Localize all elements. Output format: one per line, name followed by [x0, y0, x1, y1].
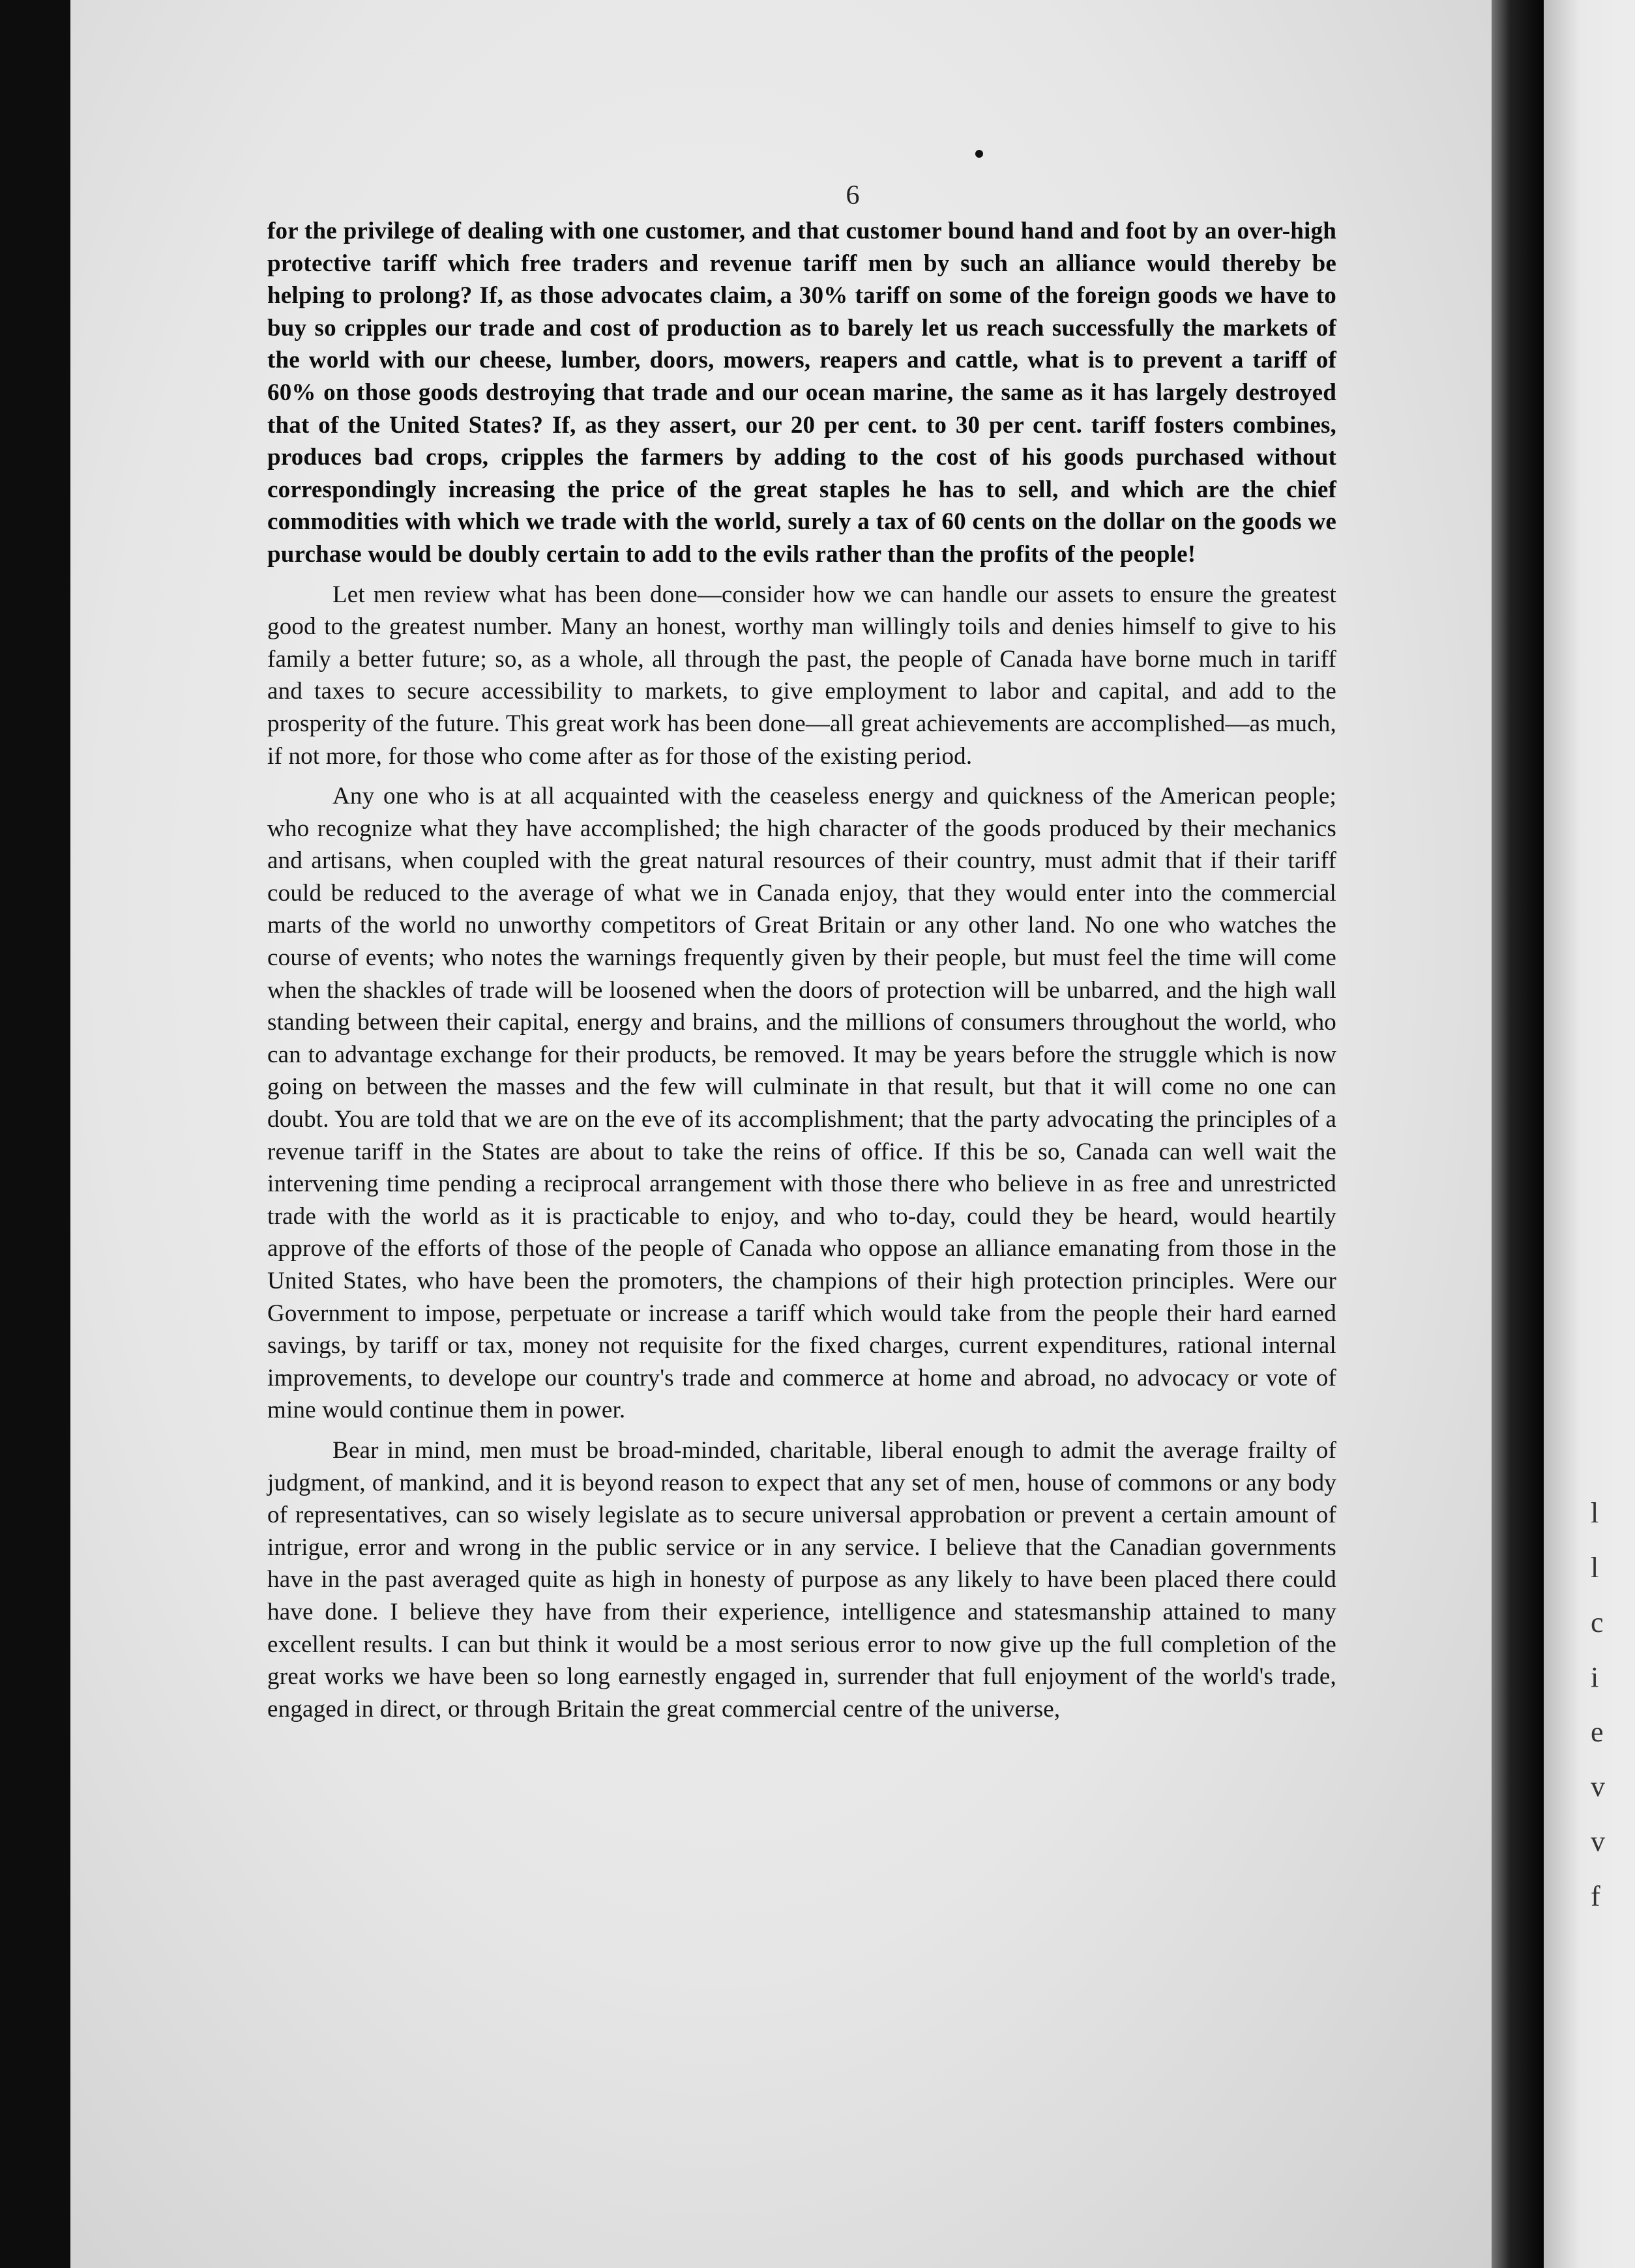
- page-body-text: [267, 215, 1336, 1733]
- ink-speck: [975, 150, 983, 158]
- facing-mark: v: [1591, 1825, 1605, 1857]
- facing-mark: e: [1591, 1716, 1604, 1748]
- scan-border-left: [0, 0, 70, 2268]
- facing-page-text-fragments: [1591, 1486, 1630, 1924]
- facing-mark: v: [1591, 1771, 1605, 1803]
- facing-mark: c: [1591, 1606, 1604, 1638]
- facing-page-edge: [1544, 0, 1635, 2268]
- paragraph-review-done: Let men review what has been done—consider how we can handle our assets to ensure the greatest good to the greatest number. Many an honest, worthy man willingly toils and denies himself to give to his family a better future; so, as a whole, all through the past, the people of Canada have borne much in tariff and taxes to secure accessibility to markets, to give employment to labor and capital, and add to the prosperity of the future. This great work has been done—all great achievements are accomplished—as much, if not more, for those who come after as for those of the existing period.: [267, 581, 1336, 770]
- paragraph-tariff-argument: for the privilege of dealing with one customer, and that customer bound hand and foot by an over-high protective tariff which free traders and revenue tariff men by such an alliance would thereby be helping to prolong? If, as those advocates claim, a 30% tariff on some of the foreign goods we have to buy so cripples our trade and cost of production as to barely let us reach successfully the markets of the world with our cheese, lumber, doors, mowers, reapers and cattle, what is to prevent a tariff of 60% on those goods destroying that trade and our ocean marine, the same as it has largely destroyed that of the United States? If, as they assert, our 20 per cent. to 30 per cent. tariff fosters combines, produces bad crops, cripples the farmers by adding to the cost of his goods purchased without correspondingly increasing the price of the great staples he has to sell, and which are the chief commodities with which we trade with the world, surely a tax of 60 cents on the dollar on the goods we purchase would be doubly certain to add to the evils rather than the profits of the people!: [267, 218, 1336, 568]
- paragraph-american-people: Any one who is at all acquainted with the ceaseless energy and quickness of the American people; who recognize what they have accomplished; the high character of the goods produced by their mechanics and artisans, when coupled with the great natural resources of their country, must admit that if their tariff could be reduced to the average of what we in Canada enjoy, that they would enter into the commercial marts of the world no unworthy competitors of Great Britain or any other land. No one who watches the course of events; who notes the warnings frequently given by their people, but must feel the time will come when the shackles of trade will be loosened when the doors of protection will be unbarred, and the high wall standing between their capital, energy and brains, and the millions of consumers throughout the world, who can to advantage exchange for their products, be removed. It may be years before the struggle which is now going on between the masses and the few will culminate in that result, but that it will come no one can doubt. You are told that we are on the eve of its accomplishment; that the party advocating the principles of a revenue tariff in the States are about to take the reins of office. If this be so, Canada can well wait the intervening time pending a reciprocal arrangement with those there who believe in as free and unrestricted trade with the world as it is practicable to enjoy, and who to-day, could they be heard, would heartily approve of the efforts of those of the people of Canada who oppose an alliance emanating from those in the United States, who have been the promoters, the champions of their high protection principles. Were our Government to impose, perpetuate or increase a tariff which would take from the people their hard earned savings, by tariff or tax, money not requisite for the fixed charges, current expenditures, rational internal improvements, to develope our country's trade and commerce at home and abroad, no advocacy or vote of mine would continue them in power.: [267, 783, 1336, 1424]
- facing-mark: l: [1591, 1497, 1599, 1529]
- facing-mark: f: [1591, 1880, 1600, 1912]
- book-gutter-shadow: [1492, 0, 1544, 2268]
- paragraph-bear-in-mind: Bear in mind, men must be broad-minded, charitable, liberal enough to admit the average frailty of judgment, of mankind, and it is beyond reason to expect that any set of men, house of commons or any body of representatives, can so wisely legislate as to secure universal approbation or prevent a certain amount of intrigue, error and wrong in the public service or in any service. I believe that the Canadian governments have in the past averaged quite as high in honesty of purpose as any likely to have been placed there could have done. I believe they have from their experience, intelligence and statesmanship attained to many excellent results. I can but think it would be a most serious error to now give up the full completion of the great works we have been so long earnestly engaged in, surrender that full enjoyment of the world's trade, engaged in direct, or through Britain the great commercial centre of the universe,: [267, 1436, 1336, 1723]
- page-number: 6: [846, 181, 860, 211]
- facing-mark: l: [1591, 1552, 1599, 1584]
- facing-mark: i: [1591, 1661, 1599, 1693]
